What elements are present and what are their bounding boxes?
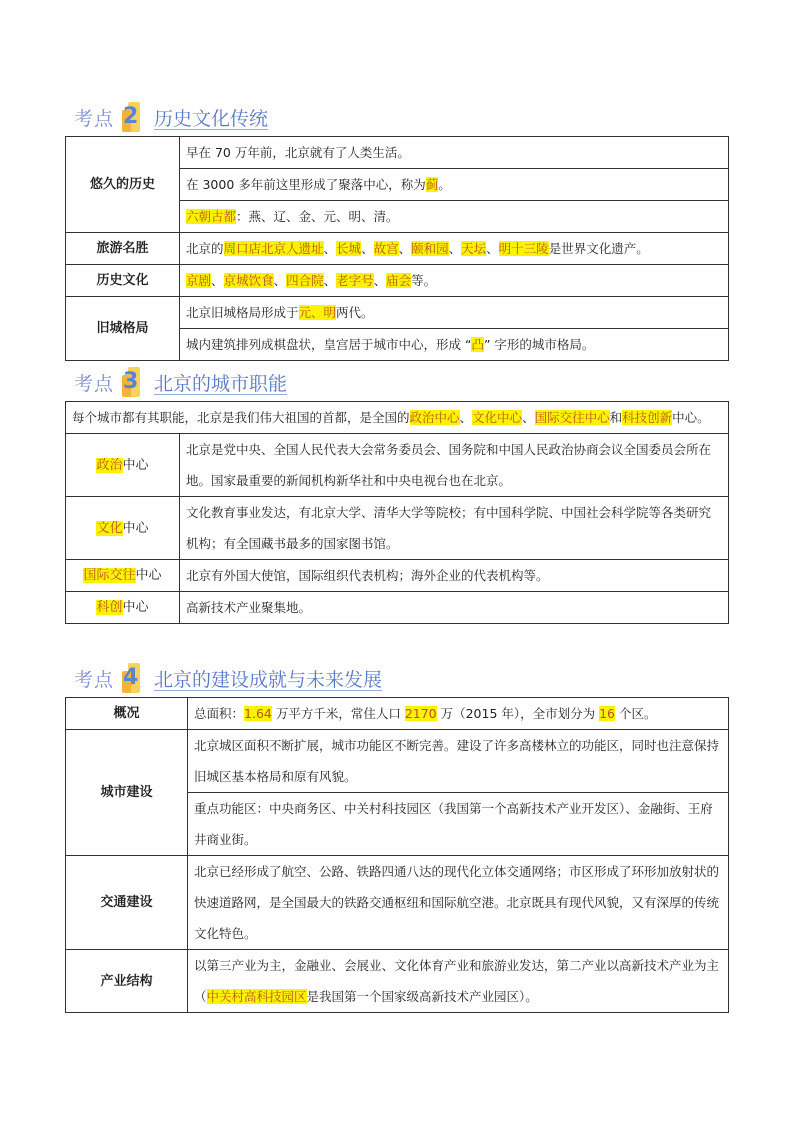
history-table — [65, 136, 729, 361]
row-label-culture: 历史文化 — [66, 265, 180, 297]
culture-cell: 京剧、京城饮食、四合院、老字号、庙会等。 — [180, 265, 729, 297]
oldcity-cell-1: 北京旧城格局形成于元、明两代。 — [180, 297, 729, 329]
culture-center-cell: 文化教育事业发达，有北京大学、清华大学等院校；有中国科学院、中国社会科学院等各类研究机构；有全国藏书最多的国家图书馆。 — [180, 497, 729, 560]
row-label-politics: 政治中心 — [66, 434, 180, 497]
number-badge-icon: 4 — [120, 663, 146, 693]
tech-cell: 高新技术产业聚集地。 — [180, 592, 729, 624]
history-cell-1: 早在 70 万年前，北京就有了人类生活。 — [180, 137, 729, 169]
number-badge-icon: 2 — [120, 102, 146, 132]
kaodian-label: 考点 — [74, 668, 115, 691]
section-title: 北京的建设成就与未来发展 — [154, 668, 383, 691]
city-building-cell-2: 重点功能区：中央商务区、中关村科技园区（我国第一个高新技术产业开发区）、金融街、王府井商业街。 — [188, 793, 729, 856]
functions-intro: 每个城市都有其职能，北京是我们伟大祖国的首都，是全国的政治中心、文化中心、国际交往中心和科技创新中心。 — [66, 402, 729, 434]
tourism-cell: 北京的周口店北京人遗址、长城、故宫、颐和园、天坛、明十三陵是世界文化遗产。 — [180, 233, 729, 265]
city-building-cell-1: 北京城区面积不断扩展，城市功能区不断完善。建设了许多高楼林立的功能区，同时也注意保持旧城区基本格局和原有风貌。 — [188, 730, 729, 793]
functions-table — [65, 401, 729, 624]
section-title: 北京的城市职能 — [154, 372, 288, 395]
row-label-tourism: 旅游名胜 — [66, 233, 180, 265]
row-label-overview: 概况 — [66, 698, 188, 730]
row-label-transport: 交通建设 — [66, 856, 188, 950]
row-label-tech: 科创中心 — [66, 592, 180, 624]
overview-cell: 总面积：1.64 万平方千米，常住人口 2170 万（2015 年），全市划分为 16 个区。 — [188, 698, 729, 730]
history-cell-3: 六朝古都：燕、辽、金、元、明、清。 — [180, 201, 729, 233]
section-header-development — [74, 661, 382, 695]
row-label-city-building: 城市建设 — [66, 730, 188, 856]
oldcity-cell-2: 城内建筑排列成棋盘状，皇宫居于城市中心，形成 “凸” 字形的城市格局。 — [180, 329, 729, 361]
development-table — [65, 697, 729, 1013]
politics-cell: 北京是党中央、全国人民代表大会常务委员会、国务院和中国人民政治协商会议全国委员会所在地。国家最重要的新闻机构新华社和中央电视台也在北京。 — [180, 434, 729, 497]
row-label-history: 悠久的历史 — [66, 137, 180, 233]
industry-cell: 以第三产业为主，金融业、会展业、文化体育产业和旅游业发达，第二产业以高新技术产业为主（中关村高科技园区是我国第一个国家级高新技术产业园区）。 — [188, 950, 729, 1013]
row-label-oldcity: 旧城格局 — [66, 297, 180, 361]
section-header-functions — [74, 365, 287, 399]
section-header-history — [74, 100, 268, 134]
number-badge-icon: 3 — [120, 367, 146, 397]
row-label-culture-center: 文化中心 — [66, 497, 180, 560]
row-label-intl: 国际交往中心 — [66, 560, 180, 592]
transport-cell: 北京已经形成了航空、公路、铁路四通八达的现代化立体交通网络；市区形成了环形加放射状的快速道路网，是全国最大的铁路交通枢纽和国际航空港。北京既具有现代风貌，又有深厚的传统文化特色。 — [188, 856, 729, 950]
history-cell-2: 在 3000 多年前这里形成了聚落中心，称为蓟。 — [180, 169, 729, 201]
section-title: 历史文化传统 — [154, 107, 269, 130]
row-label-industry: 产业结构 — [66, 950, 188, 1013]
intl-cell: 北京有外国大使馆，国际组织代表机构；海外企业的代表机构等。 — [180, 560, 729, 592]
kaodian-label: 考点 — [74, 372, 115, 395]
kaodian-label: 考点 — [74, 107, 115, 130]
